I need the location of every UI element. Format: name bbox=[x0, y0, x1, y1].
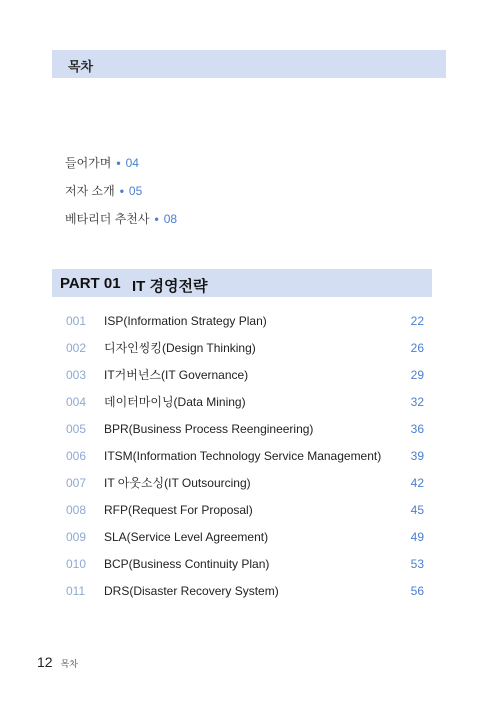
toc-entry-label: SLA(Service Level Agreement) bbox=[104, 530, 269, 544]
toc-entry-label: RFP(Request For Proposal) bbox=[104, 503, 253, 517]
toc-entry-page: 53 bbox=[410, 557, 424, 571]
toc-entry-number: 009 bbox=[66, 530, 87, 544]
toc-entry-page: 22 bbox=[410, 314, 424, 328]
toc-entry-label: IT 아웃소싱(IT Outsourcing) bbox=[104, 476, 251, 490]
toc-entry-number: 010 bbox=[66, 557, 87, 571]
toc-entry-label: DRS(Disaster Recovery System) bbox=[104, 584, 279, 598]
toc-entry-number: 005 bbox=[66, 422, 87, 436]
contents-header-bar bbox=[52, 50, 446, 78]
toc-entry-number: 003 bbox=[66, 368, 87, 382]
toc-entry-number: 006 bbox=[66, 449, 87, 463]
toc-entry-number: 008 bbox=[66, 503, 87, 517]
toc-entry-number: 007 bbox=[66, 476, 87, 490]
toc-entry-number: 011 bbox=[66, 584, 86, 598]
toc-entry-page: 32 bbox=[410, 395, 424, 409]
intro-item-label: 베타리더 추천사 bbox=[65, 212, 150, 226]
toc-entry[interactable] bbox=[66, 312, 424, 339]
footer-section-label: 목차 bbox=[60, 659, 78, 669]
bullet-dot-icon: • bbox=[119, 184, 124, 198]
intro-list bbox=[65, 155, 177, 239]
toc-entry-page: 36 bbox=[410, 422, 424, 436]
toc-entry-label: 디자인씽킹(Design Thinking) bbox=[104, 341, 256, 355]
intro-item-page: 08 bbox=[163, 212, 178, 226]
toc-entry-page: 26 bbox=[410, 341, 424, 355]
part-label: PART 01 bbox=[60, 275, 121, 292]
toc-entry-page: 29 bbox=[410, 368, 424, 382]
toc-entry-number: 002 bbox=[66, 341, 87, 355]
toc-entry-label: IT거버넌스(IT Governance) bbox=[104, 368, 249, 382]
toc-entry-page: 49 bbox=[410, 530, 424, 544]
toc-entry[interactable] bbox=[66, 501, 424, 528]
bullet-dot-icon: • bbox=[154, 212, 159, 226]
toc-list bbox=[66, 312, 424, 609]
bullet-dot-icon: • bbox=[116, 156, 121, 170]
intro-item-label: 들어가며 bbox=[65, 156, 112, 170]
toc-entry-label: BCP(Business Continuity Plan) bbox=[104, 557, 270, 571]
toc-entry[interactable] bbox=[66, 555, 424, 582]
toc-entry-page: 42 bbox=[410, 476, 424, 490]
intro-item-page: 05 bbox=[128, 184, 143, 198]
toc-entry-label: BPR(Business Process Reengineering) bbox=[104, 422, 314, 436]
toc-entry[interactable] bbox=[66, 582, 424, 609]
toc-entry[interactable] bbox=[66, 393, 424, 420]
toc-entry-label: ISP(Information Strategy Plan) bbox=[104, 314, 267, 328]
intro-item[interactable] bbox=[65, 155, 177, 183]
toc-entry[interactable] bbox=[66, 420, 424, 447]
intro-item[interactable] bbox=[65, 211, 177, 239]
footer-page-number: 12 bbox=[37, 654, 53, 670]
toc-entry-page: 39 bbox=[410, 449, 424, 463]
toc-entry-label: 데이터마이닝(Data Mining) bbox=[104, 395, 246, 409]
intro-item-page: 04 bbox=[125, 156, 139, 170]
toc-entry[interactable] bbox=[66, 528, 424, 555]
toc-entry-page: 56 bbox=[410, 584, 424, 598]
intro-item-label: 저자 소개 bbox=[65, 184, 115, 198]
contents-title: 목차 bbox=[68, 59, 94, 74]
toc-entry-number: 001 bbox=[66, 314, 87, 328]
toc-entry-number: 004 bbox=[66, 395, 87, 409]
toc-entry[interactable] bbox=[66, 339, 424, 366]
toc-entry[interactable] bbox=[66, 447, 424, 474]
toc-entry-label: ITSM(Information Technology Service Management) bbox=[104, 449, 382, 463]
page-footer bbox=[37, 654, 78, 672]
part-header-bar bbox=[52, 269, 432, 297]
toc-entry[interactable] bbox=[66, 366, 424, 393]
part-title: IT 경영전략 bbox=[132, 278, 208, 295]
toc-entry[interactable] bbox=[66, 474, 424, 501]
intro-item[interactable] bbox=[65, 183, 177, 211]
toc-entry-page: 45 bbox=[410, 503, 424, 517]
